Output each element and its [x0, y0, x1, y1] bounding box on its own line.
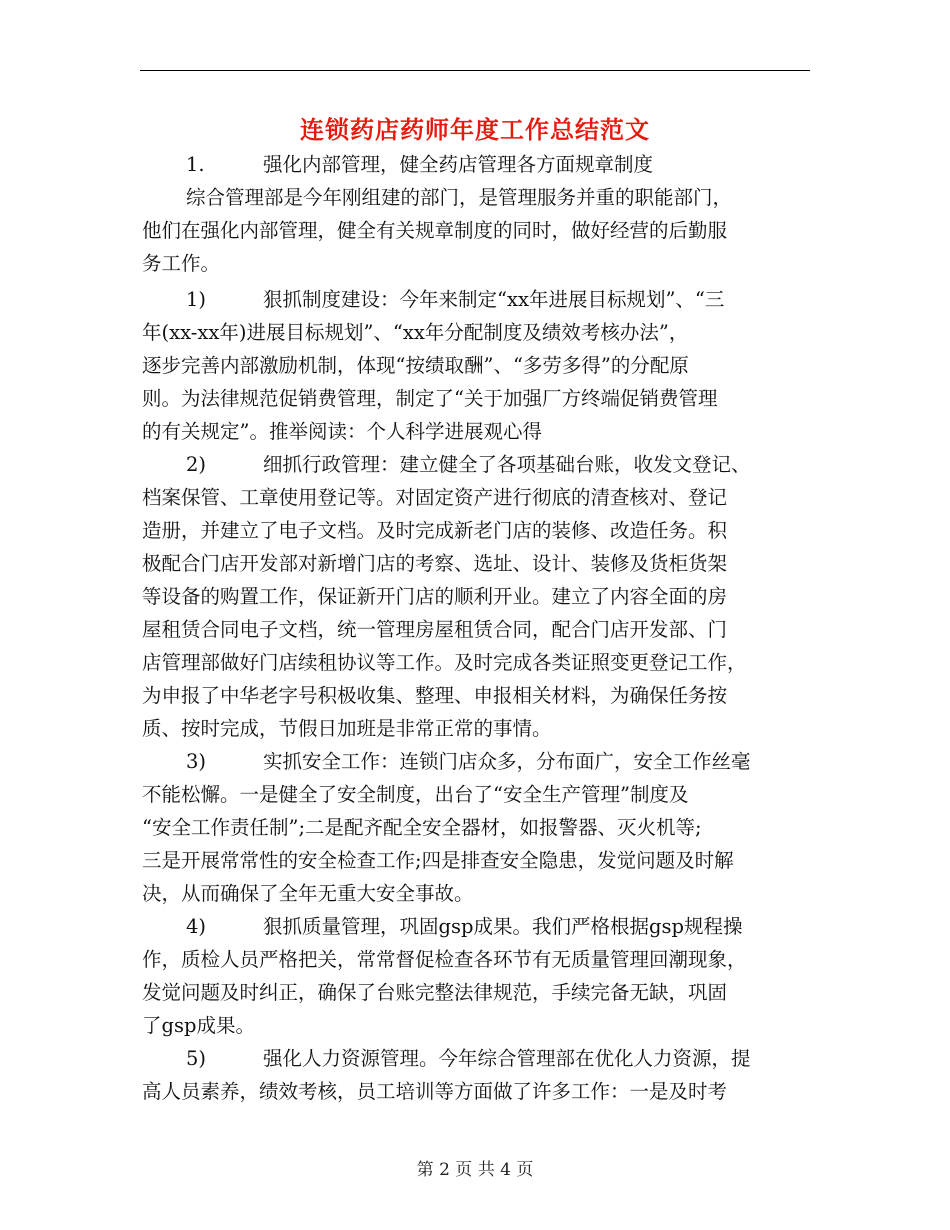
paragraph-line: 决，从而确保了全年无重大安全事故。	[142, 882, 474, 905]
paragraph-line: 务工作。	[142, 252, 221, 275]
paragraph-line: 综合管理部是今年刚组建的部门，是管理服务并重的职能部门，	[186, 186, 733, 209]
item-number: 1)	[186, 288, 207, 311]
paragraph-line: 三是开展常常性的安全检查工作;四是排查安全隐患，发觉问题及时解	[142, 849, 734, 872]
paragraph-line: 逐步完善内部激励机制，体现“按绩取酬”、“多劳多得”的分配原	[142, 354, 689, 377]
paragraph-line: “安全工作责任制”;二是配齐配全安全器材，如报警器、灭火机等;	[142, 816, 702, 839]
paragraph-line: 的有关规定”。推举阅读：个人科学进展观心得	[142, 420, 542, 443]
paragraph-line: 为申报了中华老字号积极收集、整理、申报相关材料，为确保任务按	[142, 684, 728, 707]
item-text: 强化人力资源管理。今年综合管理部在优化人力资源，提	[263, 1047, 751, 1070]
paragraph-line: 质、按时完成，节假日加班是非常正常的事情。	[142, 717, 552, 740]
list-item-1	[186, 290, 724, 310]
item-text: 狠抓质量管理，巩固gsp成果。我们严格根据gsp规程操	[263, 915, 743, 938]
item-text: 实抓安全工作：连锁门店众多，分布面广，安全工作丝毫	[263, 750, 751, 773]
section-heading-text: 强化内部管理，健全药店管理各方面规章制度	[263, 153, 654, 176]
section-number: 1.	[186, 153, 205, 176]
item-text: 狠抓制度建设：今年来制定“xx年进展目标规划”、“三	[263, 288, 725, 311]
list-item-3	[186, 752, 751, 772]
paragraph-line: 作，质检人员严格把关，常常督促检查各环节有无质量管理回潮现象，	[142, 948, 747, 971]
item-number: 3)	[186, 750, 207, 773]
paragraph-line: 了gsp成果。	[142, 1014, 255, 1037]
item-number: 2)	[186, 453, 207, 476]
paragraph-line: 等设备的购置工作，保证新开门店的顺利开业。建立了内容全面的房	[142, 585, 728, 608]
paragraph-line: 他们在强化内部管理，健全有关规章制度的同时，做好经营的后勤服	[142, 219, 728, 242]
list-item-2	[186, 455, 751, 475]
paragraph-line: 则。为法律规范促销费管理，制定了“关于加强厂方终端促销费管理	[142, 387, 718, 410]
paragraph-line: 造册，并建立了电子文档。及时完成新老门店的装修、改造任务。积	[142, 519, 728, 542]
paragraph-line: 极配合门店开发部对新增门店的考察、选址、设计、装修及货柜货架	[142, 552, 728, 575]
document-title: 连锁药店药师年度工作总结范文	[300, 115, 650, 144]
page-footer: 第 2 页 共 4 页	[416, 1160, 534, 1180]
paragraph-line: 年(xx-xx年)进展目标规划”、“xx年分配制度及绩效考核办法”，	[142, 321, 689, 344]
paragraph-line: 屋租赁合同电子文档，统一管理房屋租赁合同，配合门店开发部、门	[142, 618, 728, 641]
header-rule	[140, 70, 810, 71]
paragraph-line: 不能松懈。一是健全了安全制度，出台了“安全生产管理”制度及	[142, 783, 689, 806]
item-number: 4)	[186, 915, 207, 938]
list-item-4	[186, 917, 742, 937]
paragraph-line: 店管理部做好门店续租协议等工作。及时完成各类证照变更登记工作，	[142, 651, 747, 674]
paragraph-line: 高人员素养，绩效考核，员工培训等方面做了许多工作：一是及时考	[142, 1080, 728, 1103]
paragraph-line: 发觉问题及时纠正，确保了台账完整法律规范，手续完备无缺，巩固	[142, 981, 728, 1004]
section-heading	[186, 155, 653, 175]
list-item-5	[186, 1049, 751, 1069]
paragraph-line: 档案保管、工章使用登记等。对固定资产进行彻底的清查核对、登记	[142, 486, 728, 509]
item-number: 5)	[186, 1047, 207, 1070]
item-text: 细抓行政管理：建立健全了各项基础台账，收发文登记、	[263, 453, 751, 476]
